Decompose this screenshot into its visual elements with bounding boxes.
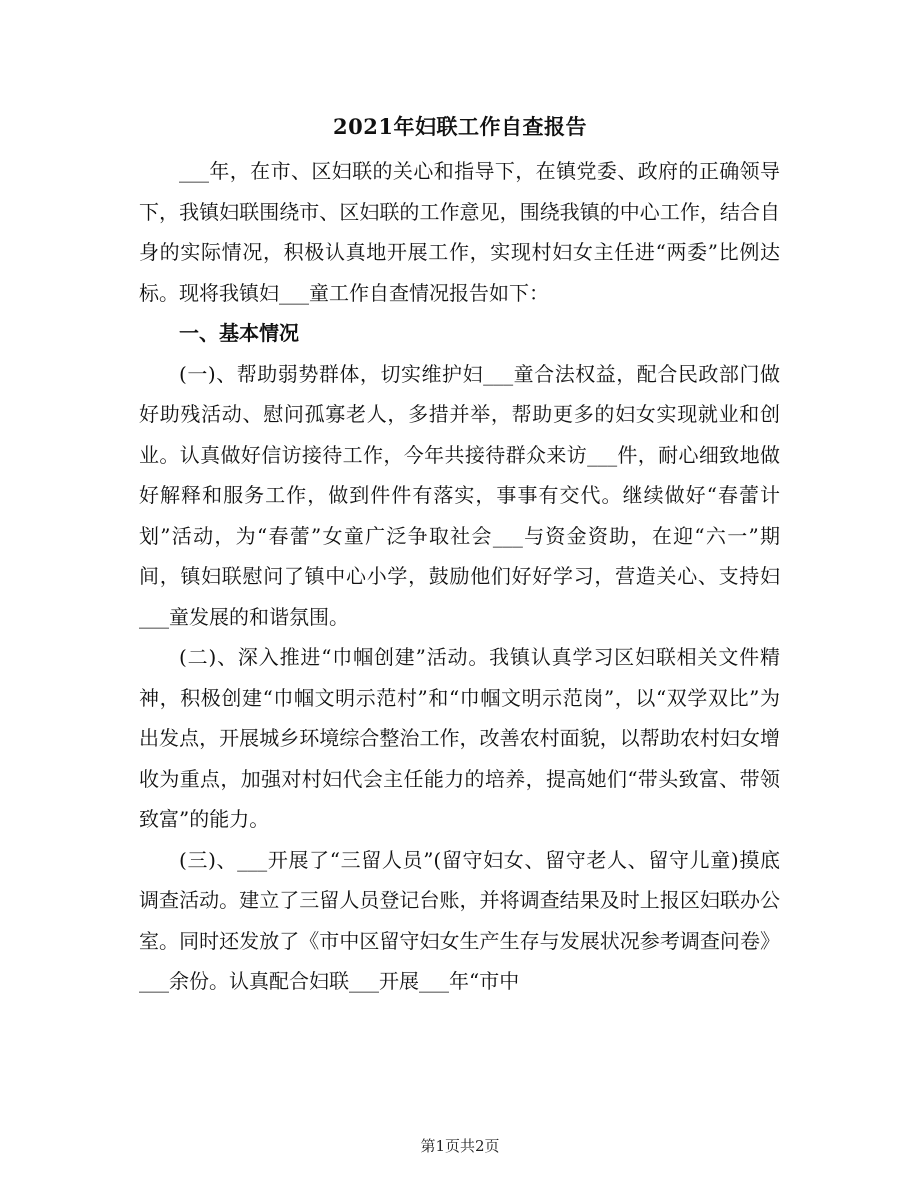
intro-paragraph: ___年，在市、区妇联的关心和指导下，在镇党委、政府的正确领导下，我镇妇联围绕市、区妇联的工作意见，围绕我镇的中心工作，结合自身的实际情况，积极认真地开展工作，实现村妇女主任进“两委”比例达标。现将我镇妇___童工作自查情况报告如下： xyxy=(139,159,780,305)
paragraph-item-3: (三)、___开展了“三留人员”(留守妇女、留守老人、留守儿童)摸底调查活动。建立了三留人员登记台账，并将调查结果及时上报区妇联办公室。同时还发放了《市中区留守妇女生产生存与发展状况参考调查问卷》___余份。认真配合妇联___开展___年“市中 xyxy=(139,847,780,993)
paragraph-item-2: (二)、深入推进“巾帼创建”活动。我镇认真学习区妇联相关文件精神，积极创建“巾帼文明示范村”和“巾帼文明示范岗”，以“双学双比”为出发点，开展城乡环境综合整治工作，改善农村面貌，以帮助农村妇女增收为重点，加强对村妇代会主任能力的培养，提高她们“带头致富、带领致富”的能力。 xyxy=(139,645,780,831)
section-heading-basic-situation: 一、基本情况 xyxy=(179,321,299,345)
document-title: 2021年妇联工作自查报告 xyxy=(333,114,587,139)
page-footer: 第1页共2页 xyxy=(420,1137,500,1155)
document-body xyxy=(139,151,780,1002)
paragraph-item-1: (一)、帮助弱势群体，切实维护妇___童合法权益，配合民政部门做好助残活动、慰问孤寡老人，多措并举，帮助更多的妇女实现就业和创业。认真做好信访接待工作，今年共接待群众来访___件，耐心细致地做好解释和服务工作，做到件件有落实，事事有交代。继续做好“春蕾计划”活动，为“春蕾”女童广泛争取社会___与资金资助，在迎“六一”期间，镇妇联慰问了镇中心小学，鼓励他们好好学习，营造关心、支持妇___童发展的和谐氛围。 xyxy=(139,361,780,629)
